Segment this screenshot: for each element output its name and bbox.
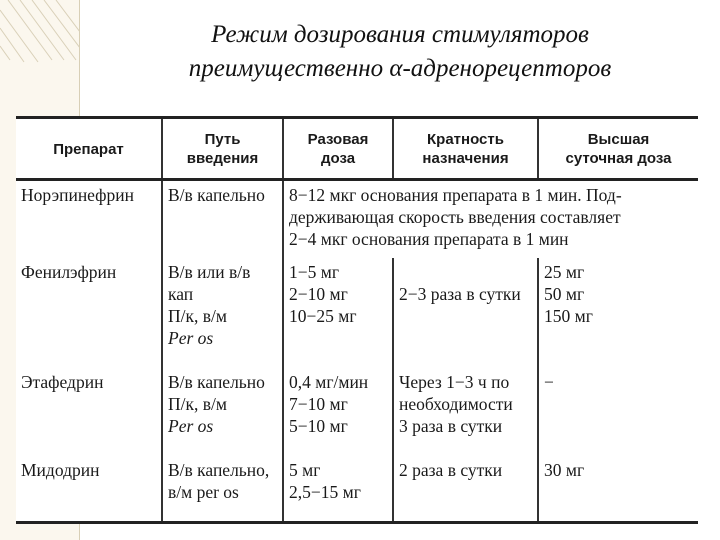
cell-drug: Фенилэфрин (21, 261, 117, 282)
cell-drug: Этафедрин (21, 372, 104, 393)
cell-route: В/в капельно (162, 180, 283, 258)
cell-frequency: 2 раза в сутки (393, 456, 538, 522)
dosage-table (16, 116, 698, 524)
header-drug: Препарат (16, 118, 162, 180)
title-line-2: преимущественно α-адренорецепторов (188, 55, 612, 82)
table-row (16, 180, 698, 258)
title-line-1: Режим дозирования стимуляторов (211, 21, 589, 48)
cell-frequency: 2−3 раза в сутки (393, 258, 538, 368)
table-row (16, 456, 698, 522)
cell-frequency: Через 1−3 ч по необходимости 3 раза в сутки (393, 368, 538, 456)
header-frequency: Кратность назначения (393, 118, 538, 180)
cell-max-daily-dose: 30 мг (538, 456, 698, 522)
header-max-daily-dose: Высшая суточная доза (538, 118, 698, 180)
cell-route: В/в капельно П/к, в/м Per os (162, 368, 283, 456)
dosage-table-image (16, 116, 698, 524)
table-row (16, 368, 698, 456)
cell-max-daily-dose: − (538, 368, 698, 456)
cell-merged-dosing: 8−12 мкг основания препарата в 1 мин. Под- держивающая скорость введения составляет 2−4 мкг основания препарата в 1 мин (283, 180, 698, 258)
cell-drug: Норэпинефрин (21, 185, 134, 205)
slide-title (100, 18, 700, 86)
cell-dose: 5 мг 2,5−15 мг (283, 456, 393, 522)
cell-dose: 0,4 мг/мин 7−10 мг 5−10 мг (283, 368, 393, 456)
cell-route: В/в или в/в кап П/к, в/м Per os (162, 258, 283, 368)
table-row (16, 258, 698, 368)
cell-max-daily-dose: 25 мг 50 мг 150 мг (538, 258, 698, 368)
cell-drug: Мидодрин (16, 456, 162, 522)
header-route: Путь введения (162, 118, 283, 180)
cell-dose: 1−5 мг 2−10 мг 10−25 мг (283, 258, 393, 368)
header-dose: Разовая доза (283, 118, 393, 180)
cell-route: В/в капельно, в/м per os (162, 456, 283, 522)
table-header-row (16, 118, 698, 180)
